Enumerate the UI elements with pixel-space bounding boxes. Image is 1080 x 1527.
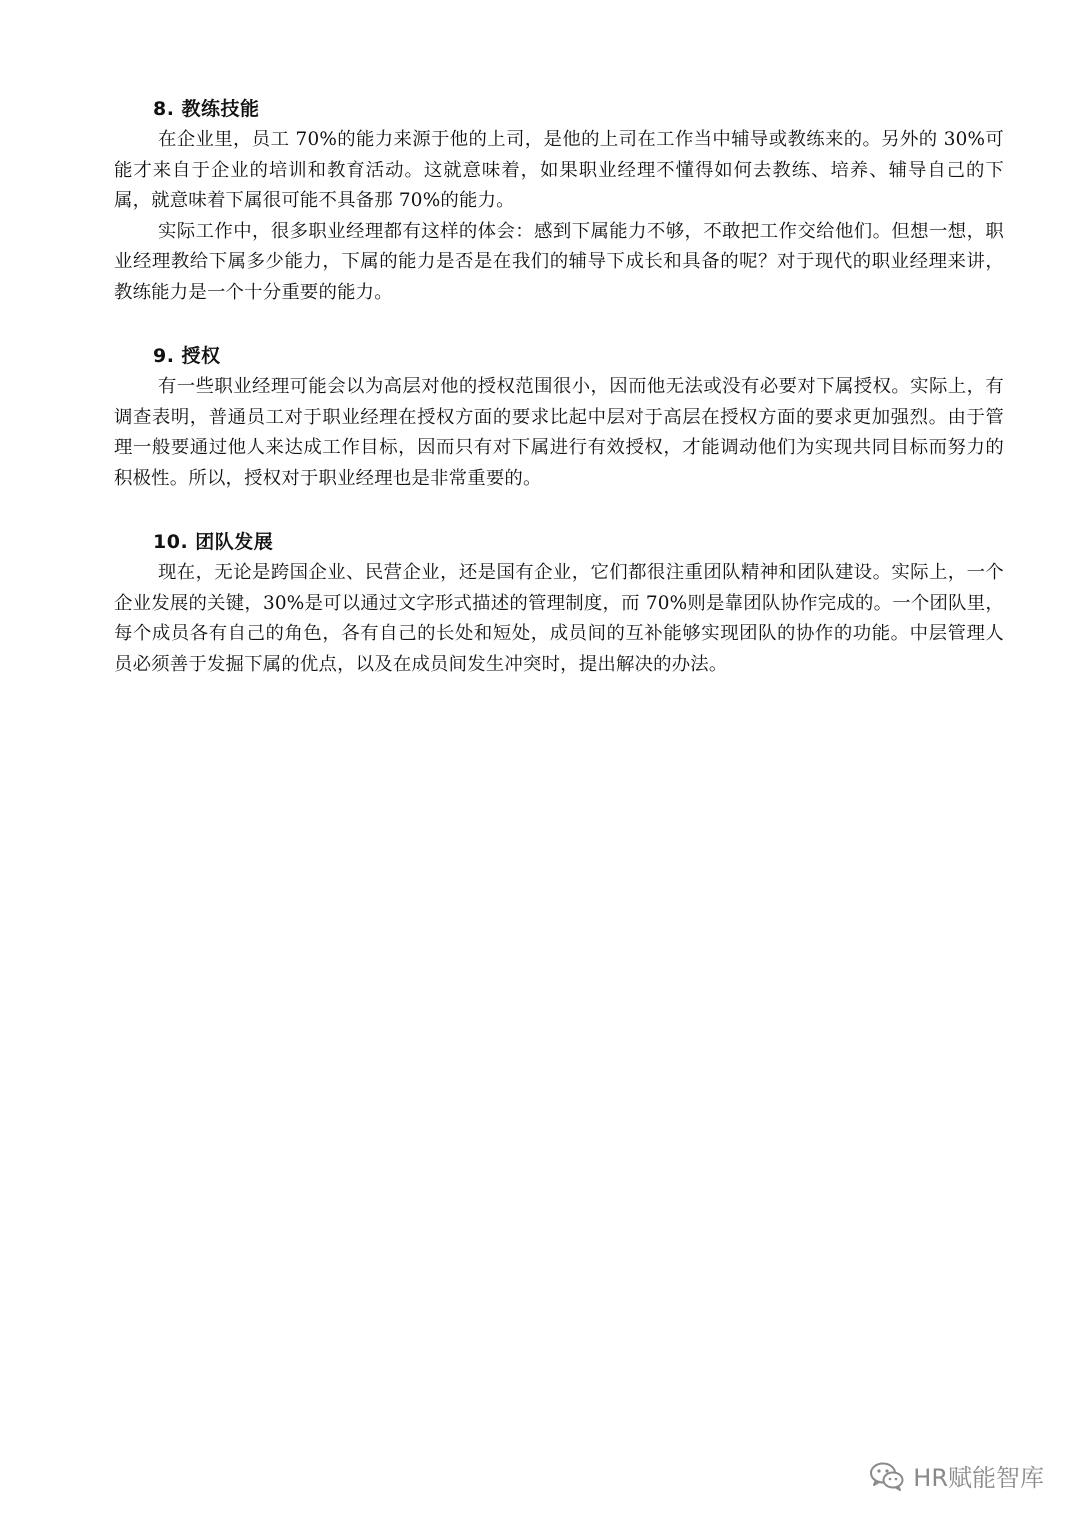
section-title-coaching: 8. 教练技能 <box>153 98 260 120</box>
section-title-delegation: 9. 授权 <box>153 345 221 367</box>
section-delegation <box>114 343 1004 494</box>
watermark-text: HR赋能智库 <box>913 1464 1044 1492</box>
section-team-development <box>114 529 1004 680</box>
document-body <box>114 96 1004 715</box>
paragraph: 有一些职业经理可能会以为高层对他的授权范围很小，因而他无法或没有必要对下属授权。实际上，有调查表明，普通员工对于职业经理在授权方面的要求比起中层对于高层在授权方面的要求更加强烈。由于管理一般要通过他人来达成工作目标，因而只有对下属进行有效授权，才能调动他们为实现共同目标而努力的积极性。所以，授权对于职业经理也是非常重要的。 <box>114 376 1004 489</box>
paragraph: 现在，无论是跨国企业、民营企业，还是国有企业，它们都很注重团队精神和团队建设。实际上，一个企业发展的关键，30%是可以通过文字形式描述的管理制度，而 70%则是靠团队协作完成的。一个团队里，每个成员各有自己的角色，各有自己的长处和短处，成员间的互补能够实现团队的协作的功能。中层管理人员必须善于发掘下属的优点，以及在成员间发生冲突时，提出解决的办法。 <box>114 562 1004 675</box>
watermark <box>869 1458 1044 1493</box>
section-title-team: 10. 团队发展 <box>153 531 274 553</box>
paragraph: 在企业里，员工 70%的能力来源于他的上司，是他的上司在工作当中辅导或教练来的。另外的 30%可能才来自于企业的培训和教育活动。这就意味着，如果职业经理不懂得如何去教练、培养、辅导自己的下属，就意味着下属很可能不具备那 70%的能力。 <box>114 129 1004 211</box>
wechat-icon <box>869 1461 905 1491</box>
section-coaching-skills <box>114 96 1004 308</box>
paragraph: 实际工作中，很多职业经理都有这样的体会：感到下属能力不够，不敢把工作交给他们。但想一想，职业经理教给下属多少能力，下属的能力是否是在我们的辅导下成长和具备的呢？对于现代的职业经理来讲，教练能力是一个十分重要的能力。 <box>114 220 1004 303</box>
